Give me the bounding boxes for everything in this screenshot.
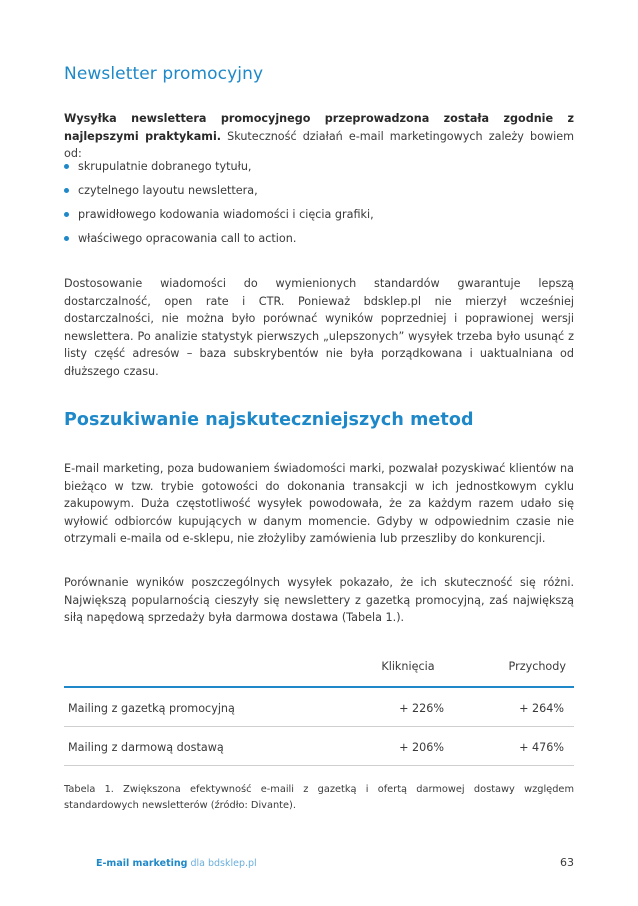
list-item-text: właściwego opracowania call to action. [78,232,297,245]
bullet-dot-icon [64,236,69,241]
row-clicks: + 206% [399,741,444,754]
list-item-text: skrupulatnie dobranego tytułu, [78,160,252,173]
bullet-dot-icon [64,164,69,169]
results-table [64,656,574,766]
intro-rest-text: Skuteczność działań e-mail marketingowych zależy bowiem od: [64,129,574,160]
page-number: 63 [560,856,574,869]
requirements-list [64,155,374,251]
list-item [64,155,374,179]
email-marketing-paragraph: E-mail marketing, poza budowaniem świadomości marki, pozwalał pozyskiwać klientów na bieżąco w tzw. trybie gotowości do dokonania transakcji w ich jednostkowym cyklu zakupowym. Duża częstotliwość wysyłek powodowała, że za każdym razem udało się wyłowić odbiorców kupujących w danym momencie. Gdyby w odpowiednim czasie nie otrzymali e-maila od e-sklepu, nie złożyliby zamówienia lub przeszliby do konkurencji. [64,462,574,545]
table-caption: Tabela 1. Zwiększona efektywność e-maili z gazetką i ofertą darmowej dostawy względem standardowych newsletterów (źródło: Divante). [64,784,574,811]
row-revenue: + 264% [519,702,564,715]
list-item [64,203,374,227]
table-header [64,656,574,688]
header-clicks: Kliknięcia [381,660,435,673]
footer-brand-light: dla bdsklep.pl [187,858,257,869]
table-row [64,727,574,766]
comparison-paragraph: Porównanie wyników poszczególnych wysyłek pokazało, że ich skuteczność się różni. Największą popularnością cieszyły się newslettery z gazetką promocyjną, zaś największą siłą napędową sprzedaży była darmowa dostawa (Tabela 1.). [64,576,574,624]
section-title-methods: Poszukiwanie najskuteczniejszych metod [64,410,474,430]
row-label: Mailing z gazetką promocyjną [68,702,235,715]
bullet-dot-icon [64,212,69,217]
bullet-dot-icon [64,188,69,193]
row-clicks: + 226% [399,702,444,715]
section-title-newsletter: Newsletter promocyjny [64,64,264,84]
list-item-text: czytelnego layoutu newslettera, [78,184,258,197]
list-item [64,179,374,203]
intro-bold-text: Wysyłka newslettera promocyjnego przeprowadzona została zgodnie z najlepszymi praktykami. [64,112,574,143]
page-footer [96,858,257,869]
list-item-text: prawidłowego kodowania wiadomości i cięcia grafiki, [78,208,374,221]
footer-brand-bold: E-mail marketing [96,858,188,869]
header-revenue: Przychody [508,660,566,673]
list-item [64,227,374,251]
row-revenue: + 476% [519,741,564,754]
table-row [64,688,574,727]
deliverability-paragraph: Dostosowanie wiadomości do wymienionych standardów gwarantuje lepszą dostarczalność, open rate i CTR. Ponieważ bdsklep.pl nie mierzył wcześniej dostarczalności, nie można było porównać wyników poprzedniej i poprawionej wersji newslettera. Po analizie statystyk pierwszych „ulepszonych” wysyłek trzeba było usunąć z listy część adresów – baza subskrybentów nie była porządkowana i uaktualniana od dłuższego czasu. [64,277,574,378]
row-label: Mailing z darmową dostawą [68,741,224,754]
